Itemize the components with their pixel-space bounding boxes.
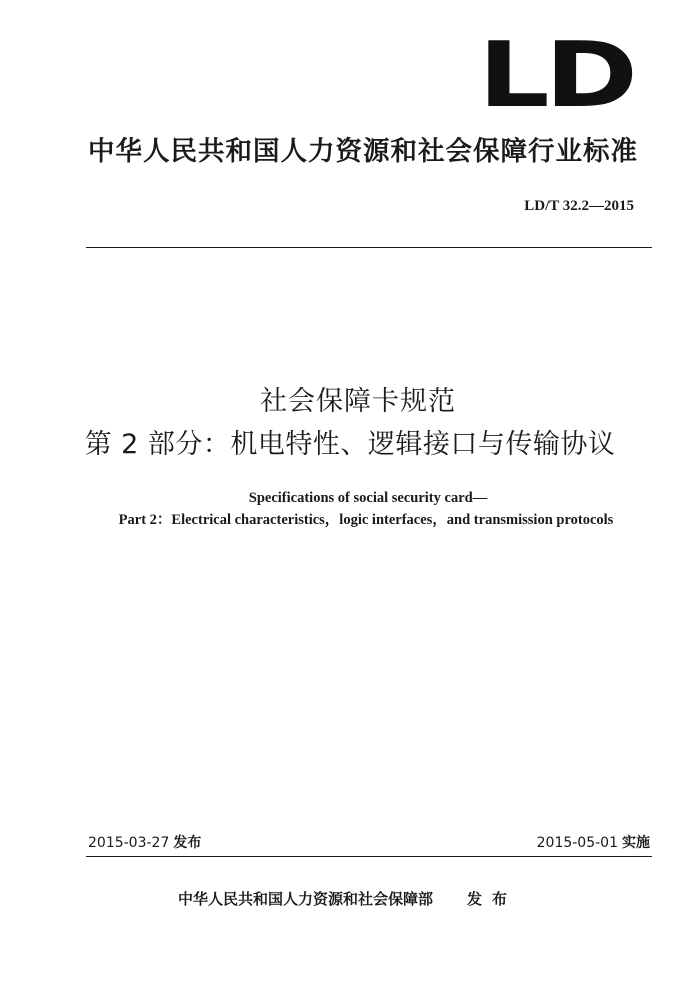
- implementation-date-block: [537, 833, 650, 853]
- title-en-line1: Specifications of social security card—: [248, 490, 488, 506]
- issue-label: 发布: [173, 835, 202, 851]
- issuer-block: [178, 888, 517, 910]
- standard-number: LD/T 32.2—2015: [524, 198, 634, 214]
- issuer-publish-label: 发布: [467, 890, 518, 908]
- ld-logo: LD: [478, 23, 634, 128]
- standard-category: 中华人民共和国人力资源和社会保障行业标准: [88, 136, 638, 167]
- issue-date: 2015-03-27: [88, 835, 170, 851]
- issue-date-block: [88, 833, 201, 853]
- issuer-name: 中华人民共和国人力资源和社会保障部: [178, 890, 434, 908]
- top-divider: [86, 247, 652, 248]
- implementation-label: 实施: [622, 835, 650, 851]
- title-cn-line1: 社会保障卡规范: [260, 386, 456, 417]
- title-cn-line2: 第 2 部分：机电特性、逻辑接口与传输协议: [84, 429, 616, 460]
- implementation-date: 2015-05-01: [536, 835, 618, 851]
- title-en-line2: Part 2：Electrical characteristics，logic interfaces，and transmission protocols: [118, 512, 614, 528]
- bottom-divider: [86, 856, 652, 857]
